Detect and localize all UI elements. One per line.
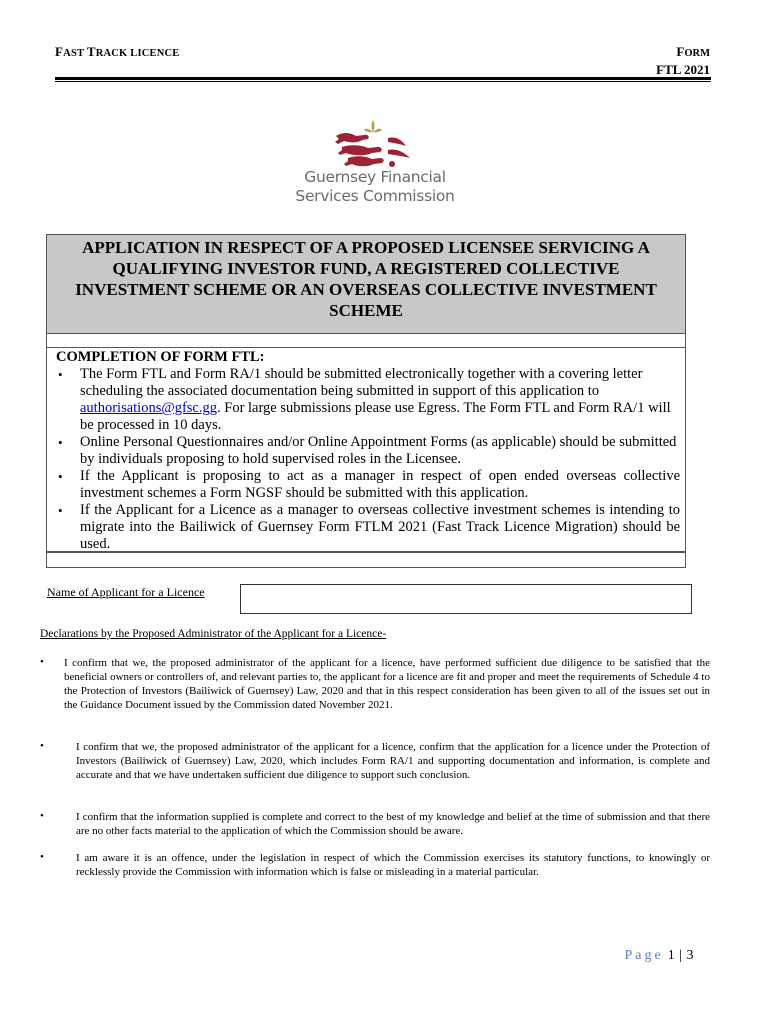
- form-label-rest: ORM: [684, 48, 710, 59]
- list-item: [56, 468, 680, 502]
- logo-wordmark: [282, 168, 468, 206]
- instruction-text: If the Applicant for a Licence as a manager to overseas collective investment schemes is intending to migrate into the Bailiwick of Guernsey Form FTLM 2021 (Fast Track Licence Migration) should be used.: [80, 502, 680, 552]
- page-count: 1 | 3: [667, 948, 694, 963]
- instruction-text: Online Personal Questionnaires and/or Online Appointment Forms (as applicable) should be submitted by individuals proposing to hold supervised roles in the Licensee.: [80, 434, 677, 467]
- form-code: [656, 44, 710, 78]
- form-title: APPLICATION IN RESPECT OF A PROPOSED LICENSEE SERVICING A QUALIFYING INVESTOR FUND, A REGISTERED COLLECTIVE INVESTMENT SCHEME OR AN OVERSEAS COLLECTIVE INVESTMENT SCHEME: [75, 238, 657, 320]
- title-rest: RACK LICENCE: [95, 48, 180, 59]
- title-initial: T: [86, 44, 96, 59]
- instruction-text: If the Applicant is proposing to act as a manager in respect of open ended overseas collective investment schemes a Form NGSF should be submitted with this application.: [80, 468, 680, 501]
- completion-list: [56, 366, 680, 553]
- declarations-heading: Declarations by the Proposed Administrator of the Applicant for a Licence-: [40, 628, 387, 640]
- instruction-text: The Form FTL and Form RA/1 should be submitted electronically together with a covering letter scheduling the associated documentation being submitted in support of this application to: [80, 366, 643, 399]
- form-number: FTL 2021: [656, 62, 710, 77]
- title-rest: AST: [63, 48, 87, 59]
- email-link[interactable]: authorisations@gfsc.gg: [80, 400, 217, 416]
- logo-line-2: Services Commission: [295, 187, 455, 205]
- list-item: [56, 366, 680, 434]
- bullet: •: [40, 656, 44, 668]
- header-divider: [55, 77, 711, 80]
- declaration-item: I confirm that we, the proposed administrator of the applicant for a licence, have performed sufficient due diligence to be satisfied that the beneficial owners or controllers of, and relevant parties to, the applicant for a licence are fit and proper and meet the requirements of Schedule 4 to the Protection of Investors (Bailiwick of Guernsey) Law, 2020 and that in this respect consideration has been given to all of the issues set out in the Guidance Document issued by the Commission dated November 2021.: [64, 657, 710, 711]
- instruction-text: . For large submissions please use Egress. The Form FTL and Form RA/1 will be processed in 10 days.: [80, 400, 671, 433]
- bullet: •: [40, 810, 44, 822]
- list-item: [56, 502, 680, 553]
- lion-crest-icon: [328, 118, 418, 172]
- applicant-name-label: Name of Applicant for a Licence: [47, 585, 205, 599]
- form-label: [656, 44, 710, 62]
- bullet: •: [40, 740, 44, 752]
- declaration-item: I confirm that the information supplied is complete and correct to the best of my knowledge and belief at the time of submission and that there are no other facts material to the application of which the Commission should be aware.: [76, 811, 710, 837]
- form-label-initial: F: [676, 44, 685, 59]
- logo-line-1: Guernsey Financial: [304, 168, 446, 186]
- applicant-name-field[interactable]: [240, 584, 692, 614]
- completion-instructions: [46, 348, 686, 552]
- declaration-item: I am aware it is an offence, under the legislation in respect of which the Commission exercises its statutory functions, to knowingly or recklessly provide the Commission with information which is false or misleading in a material particular.: [76, 852, 710, 878]
- header-divider-thin: [55, 81, 711, 82]
- list-item: [56, 434, 680, 468]
- form-series-title: [55, 44, 180, 60]
- page-label: Page: [624, 948, 664, 963]
- page-number: [624, 948, 694, 964]
- title-initial: F: [55, 44, 64, 59]
- bullet: •: [40, 851, 44, 863]
- form-title-box: [46, 234, 686, 334]
- declaration-item: I confirm that we, the proposed administrator of the applicant for a licence, confirm that the application for a licence under the Protection of Investors (Bailiwick of Guernsey) Law, 2020, which includes Form RA/1 and supporting documentation and information, is complete and accurate and that we have undertaken sufficient due diligence to support such conclusion.: [76, 741, 710, 781]
- spacer-row: [46, 552, 686, 568]
- spacer-row: [46, 334, 686, 348]
- completion-heading: COMPLETION OF FORM FTL:: [56, 349, 265, 365]
